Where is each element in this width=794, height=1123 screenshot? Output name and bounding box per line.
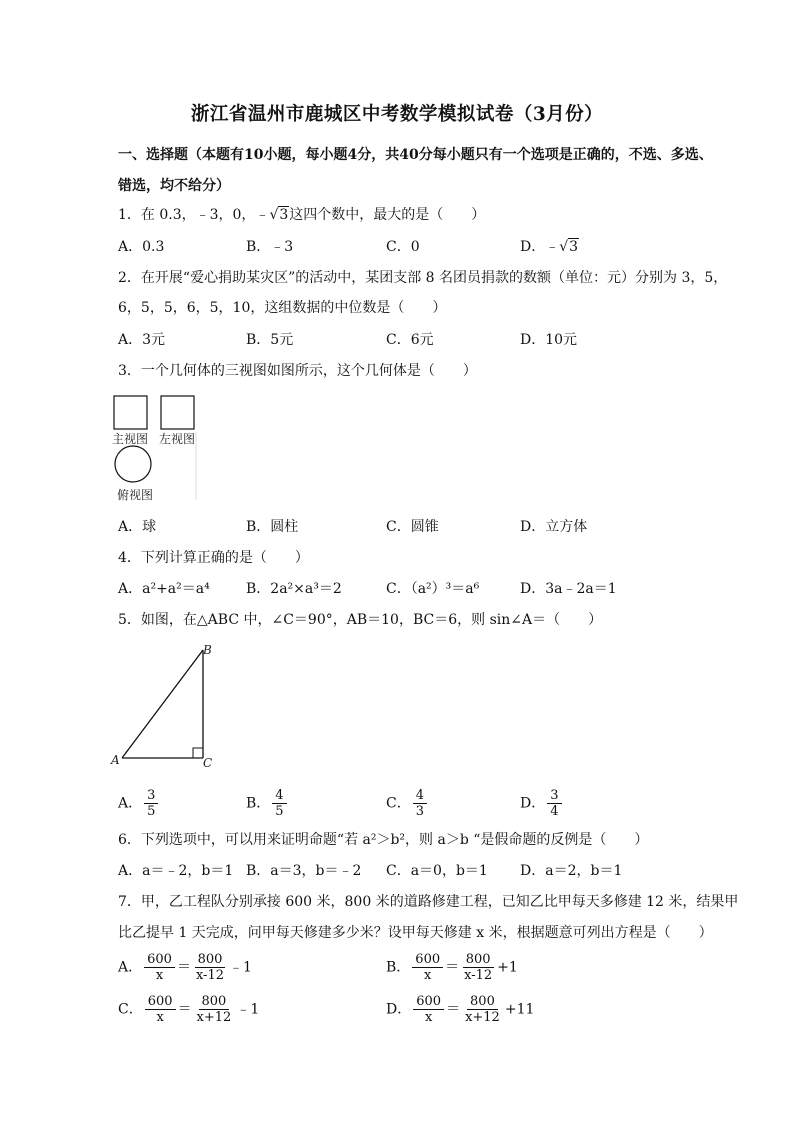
q4-option-a: A．a²+a²＝a⁴ xyxy=(118,581,210,597)
q3-option-a: A．球 xyxy=(118,519,157,535)
question-1-text-b: 这四个数中，最大的是（ ） xyxy=(289,207,486,223)
q7-option-d: D． $\frac{600}{x}$ ＝ $\frac{800}{x+12}$ +11 xyxy=(386,994,535,1025)
question-7-line2: 比乙提早 1 天完成，问甲每天修建多少米？设甲每天修建 x 米，根据题意可列出方程是（ ） xyxy=(118,925,713,941)
section-heading-line1: 一、选择题（本题有10小题，每小题4分，共40分每小题只有一个选项是正确的，不选、多选、 xyxy=(118,147,713,163)
question-1-text-a: 1．在 0.3，﹣3，0，﹣ xyxy=(118,207,270,223)
q2-option-b: B．5元 xyxy=(246,332,294,348)
question-4: 4．下列计算正确的是（ ） xyxy=(118,550,309,566)
question-3: 3．一个几何体的三视图如图所示，这个几何体是（ ） xyxy=(118,363,477,379)
q1-option-d xyxy=(520,237,579,257)
label-top-view: 俯视图 xyxy=(117,488,154,502)
q1-option-a: A．0.3 xyxy=(118,239,165,255)
question-2-line1: 2．在开展“爱心捐助某灾区”的活动中，某团支部 8 名团员捐款的数额（单位：元）分别为 3，5， xyxy=(118,270,728,286)
left-view-square xyxy=(161,396,194,429)
q6-option-a: A．a＝﹣2，b＝1 xyxy=(118,863,234,879)
right-triangle-figure xyxy=(108,640,218,775)
vertex-b-label: B xyxy=(203,643,212,657)
q5-option-a: A． $\frac{3}{5}$ xyxy=(118,788,160,819)
label-left-view: 左视图 xyxy=(159,432,196,446)
q6-option-b: B．a＝3，b＝﹣2 xyxy=(246,863,362,879)
q1-option-b: B．﹣3 xyxy=(246,239,294,255)
question-5: 5．如图，在△ABC 中，∠C＝90°，AB＝10，BC＝6，则 sin∠A＝（ ） xyxy=(118,612,603,628)
q2-option-c: C．6元 xyxy=(386,332,434,348)
q2-option-a: A．3元 xyxy=(118,332,166,348)
radicand: 3 xyxy=(569,239,579,255)
q1-option-d-prefix: D．﹣ xyxy=(520,239,560,255)
q5-option-b: B． $\frac{4}{5}$ xyxy=(246,788,289,819)
question-6: 6．下列选项中，可以用来证明命题“若 a²＞b²，则 a＞b “是假命题的反例是（ ） xyxy=(118,832,649,848)
label-front-view: 主视图 xyxy=(112,432,149,446)
top-view-circle xyxy=(115,446,151,482)
vertex-a-label: A xyxy=(111,753,120,767)
q6-option-d: D．a＝2，b＝1 xyxy=(520,863,623,879)
q3-option-d: D．立方体 xyxy=(520,519,588,535)
q7-option-a: A． $\frac{600}{x}$ ＝ $\frac{800}{x-12}$ ﹣1 xyxy=(118,952,252,983)
q7-option-c: C． $\frac{600}{x}$ ＝ $\frac{800}{x+12}$ ﹣1 xyxy=(118,994,260,1025)
section-heading-line2: 错选，均不给分） xyxy=(118,178,230,194)
radicand: 3 xyxy=(279,207,289,223)
sqrt-symbol: √3 xyxy=(269,207,289,223)
sqrt-symbol: √3 xyxy=(559,239,579,255)
question-1 xyxy=(118,205,485,225)
q3-option-b: B．圆柱 xyxy=(246,519,299,535)
q4-option-b: B．2a²×a³＝2 xyxy=(246,581,342,597)
q1-option-c: C．0 xyxy=(386,239,420,255)
q2-option-d: D．10元 xyxy=(520,332,578,348)
side-ab xyxy=(122,650,203,758)
q5-option-c: C． $\frac{4}{3}$ xyxy=(386,788,429,819)
q4-option-d: D．3a﹣2a＝1 xyxy=(520,581,617,597)
page-title: 浙江省温州市鹿城区中考数学模拟试卷（3月份） xyxy=(190,104,604,125)
q7-option-b: B． $\frac{600}{x}$ ＝ $\frac{800}{x-12}$ +1 xyxy=(386,952,518,983)
question-2-line2: 6，5，5，6，5，10，这组数据的中位数是（ ） xyxy=(118,300,447,316)
question-7-line1: 7．甲，乙工程队分别承接 600 米，800 米的道路修建工程，已知乙比甲每天多修建 12 米，结果甲 xyxy=(118,894,739,910)
vertex-c-label: C xyxy=(203,756,213,770)
q4-option-c: C．（a²）³＝a⁶ xyxy=(386,581,480,597)
q6-option-c: C．a＝0，b＝1 xyxy=(386,863,488,879)
q5-option-d: D． $\frac{3}{4}$ xyxy=(520,788,564,819)
q3-option-c: C．圆锥 xyxy=(386,519,439,535)
front-view-square xyxy=(114,396,147,429)
right-angle-mark xyxy=(193,748,203,758)
